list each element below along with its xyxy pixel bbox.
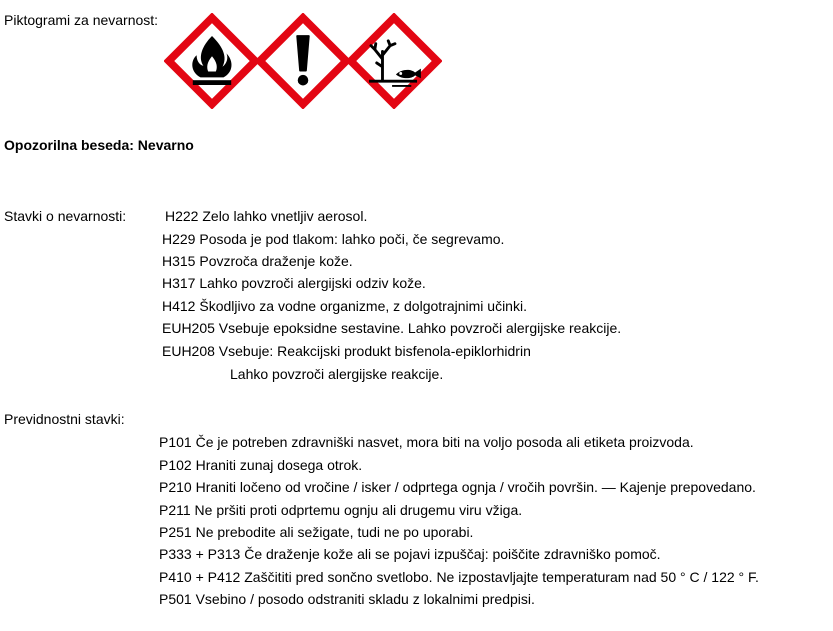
environment-icon (346, 13, 442, 109)
hazard-statement-euh208-continuation: Lahko povzroči alergijske reakcije. (230, 366, 444, 382)
hazard-statement-h317: H317 Lahko povzroči alergijski odziv kože. (162, 275, 426, 291)
precautionary-statement-p211: P211 Ne pršiti proti odprtemu ognju ali drugemu viru vžiga. (159, 502, 523, 518)
precautionary-statement-p102: P102 Hraniti zunaj dosega otrok. (159, 457, 363, 473)
exclamation-mark-icon (255, 13, 351, 109)
flame-icon (164, 13, 260, 109)
pictograms-label: Piktogrami za nevarnost: (4, 12, 159, 28)
precautionary-statements-label: Previdnostni stavki: (4, 411, 125, 427)
hazard-statement-h229: H229 Posoda je pod tlakom: lahko poči, če segrevamo. (162, 231, 505, 247)
precautionary-statement-p501: P501 Vsebino / posodo odstraniti skladu z lokalnimi predpisi. (159, 591, 535, 607)
precautionary-statement-p251: P251 Ne prebodite ali sežigate, tudi ne po uporabi. (159, 524, 474, 540)
hazard-statement-h222: H222 Zelo lahko vnetljiv aerosol. (165, 208, 368, 224)
hazard-statement-euh205: EUH205 Vsebuje epoksidne sestavine. Lahko povzroči alergijske reakcije. (162, 320, 622, 336)
precautionary-statement-p333-p313: P333 + P313 Če draženje kože ali se pojavi izpuščaj: poiščite zdravniško pomoč. (159, 546, 661, 562)
precautionary-statement-p410-p412: P410 + P412 Zaščititi pred sončno svetlobo. Ne izpostavljajte temperaturam nad 50 ° C / 122 ° F. (159, 569, 759, 585)
precautionary-statement-p101: P101 Če je potreben zdravniški nasvet, mora biti na voljo posoda ali etiketa proizvoda. (159, 434, 694, 450)
signal-word: Opozorilna beseda: Nevarno (4, 137, 194, 153)
hazard-statement-euh208: EUH208 Vsebuje: Reakcijski produkt bisfenola-epiklorhidrin (162, 343, 531, 359)
hazard-statement-h315: H315 Povzroča draženje kože. (162, 253, 353, 269)
precautionary-statement-p210: P210 Hraniti ločeno od vročine / isker / odprtega ognja / vročih površin. — Kajenje prepovedano. (159, 479, 756, 495)
hazard-statements-label: Stavki o nevarnosti: (4, 208, 127, 224)
hazard-statement-h412: H412 Škodljivo za vodne organizme, z dolgotrajnimi učinki. (162, 298, 527, 314)
